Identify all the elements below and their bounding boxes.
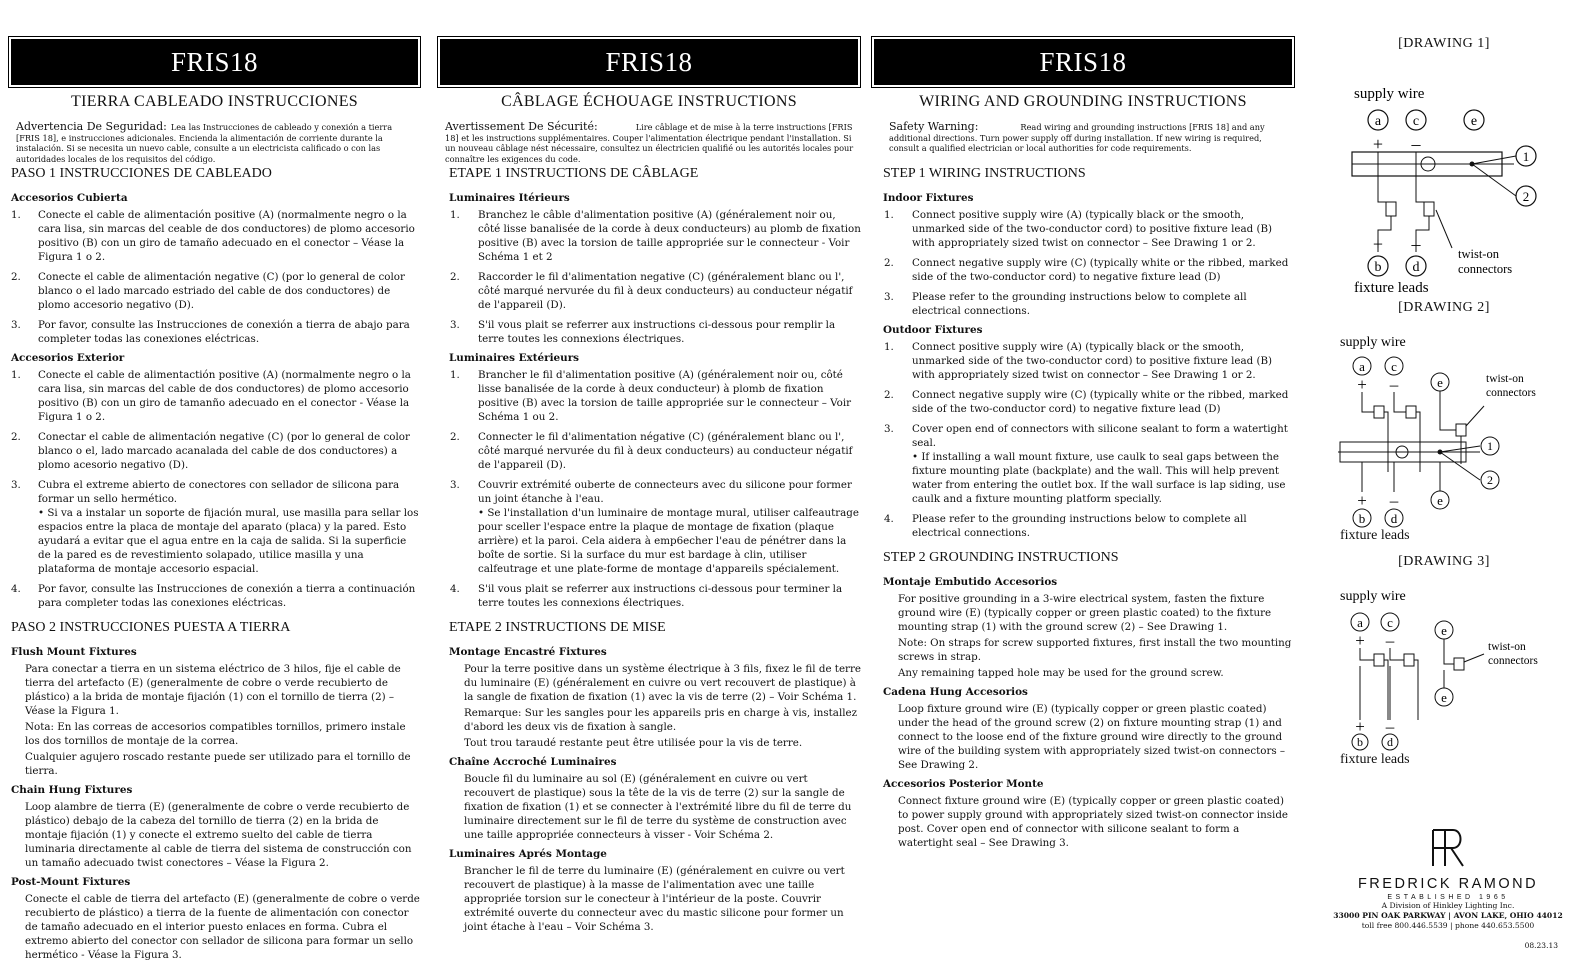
d1-twist-label-1: twist-on <box>1458 247 1499 261</box>
outdoor-step-item <box>437 582 861 610</box>
d1-label-d: d <box>1412 260 1420 275</box>
item-text: Brancher le fil d'alimentation positive (A) (généralement noir ou, côté lisse banalisée de la corde à deux conducteur) à plomb de fixation positive (B) avec la torsion de taille appropriée sur le connecteur – Voir Schéma 1 ou 2. <box>478 369 852 423</box>
safety-warning-text: Read wiring and grounding instructions [FRIS 18] and any additional directions. Turn power supply off during installation. If new wiring is required, consult a qualified electrician or local authorities for code requirements. <box>889 122 1265 154</box>
indoor-step-item <box>871 256 1295 284</box>
ground-paragraph: Tout trou taraudé restante peut être utilisée pour la vis de terre. <box>464 737 803 749</box>
outdoor-heading: Outdoor Fixtures <box>883 324 983 336</box>
ground-heading: Cadena Hung Accesorios <box>883 686 1028 698</box>
outdoor-step-item <box>871 512 1295 540</box>
item-number: 1. <box>450 369 460 381</box>
product-title-bar <box>437 36 861 88</box>
d1-leads-label: fixture leads <box>1354 280 1429 296</box>
safety-warning <box>8 120 421 164</box>
d2-label-e-bottom: e <box>1437 493 1443 508</box>
safety-warning-label: Avertissement De Sécurité: <box>445 120 598 133</box>
ground-paragraph: Nota: En las correas de accesorios compatibles tornillos, primero instale los dos tornillos de montaje de la correa. <box>25 721 406 747</box>
indoor-heading: Accesorios Cubierta <box>11 192 128 204</box>
ground-paragraph: Loop fixture ground wire (E) (typically copper or green plastic coated) under the head of the ground screw (2) on fixture mounting strap (1) and connect to the loose end of the fixture ground wire directly to the ground wire of the building system with appropriately sized twist-on connectors – See Drawing 2. <box>898 703 1286 771</box>
d3-label-c: c <box>1387 615 1393 630</box>
item-text: Conectar el cable de alimentación negative (C) (por lo general de color blanco o el, lado marcado acanalada del cable de dos conductores) a plomo acesorio negativo (D). <box>38 431 410 471</box>
d2-label-e: e <box>1437 375 1443 390</box>
product-title: FRIS18 <box>11 39 418 85</box>
item-text: S'il vous plait se referrer aux instructions ci-dessous pour terminer la terre toutes les connexions électriques. <box>478 583 843 609</box>
ground-heading: Chaîne Accroché Luminaires <box>449 756 617 768</box>
product-title: FRIS18 <box>440 39 858 85</box>
d2-label-a: a <box>1359 359 1365 374</box>
d2-minus: – <box>1389 375 1399 394</box>
outdoor-heading: Accesorios Exterior <box>11 352 125 364</box>
d3-label-b: b <box>1357 735 1363 749</box>
d2-label-c: c <box>1391 359 1397 374</box>
d3-twist-label-2: connectors <box>1488 655 1538 667</box>
d1-label-c: c <box>1412 114 1420 129</box>
ground-paragraph: Cualquier agujero roscado restante puede ser utilizado para el tornillo de tierra. <box>25 751 411 777</box>
outdoor-step-item <box>8 478 421 576</box>
d1-twist-label-2: connectors <box>1458 262 1513 276</box>
english-column <box>871 36 1295 852</box>
outdoor-step-item <box>871 388 1295 416</box>
d3-label-d: d <box>1387 735 1393 749</box>
drawing-3-title: [DRAWING 3] <box>1398 554 1490 569</box>
item-text: Por favor, consulte las Instrucciones de conexión a tierra a continuación para completer todas las conexiones eléctricas. <box>38 583 416 609</box>
product-title-bar <box>8 36 421 88</box>
item-number: 2. <box>450 271 460 283</box>
outdoor-step-item <box>8 368 421 424</box>
brand-address: 33000 PIN OAK PARKWAY | AVON LAKE, OHIO 44012 <box>1333 911 1563 920</box>
d2-label-d: d <box>1390 511 1398 526</box>
d1-label-a: a <box>1374 114 1382 129</box>
item-number: 2. <box>884 389 894 401</box>
item-number: 3. <box>450 479 460 491</box>
indoor-step-item <box>8 208 421 264</box>
item-text: Connect positive supply wire (A) (typically black or the smooth, unmarked side of the two-conductor cord) to positive fixture lead (B) with appropriately sized twist on connector – See Drawing 1 or 2. <box>912 209 1273 249</box>
brand-logo-icon <box>1423 828 1473 868</box>
d1-plus-b: + <box>1372 234 1384 254</box>
item-number: 1. <box>884 209 894 221</box>
section-subtitle: WIRING AND GROUNDING INSTRUCTIONS <box>919 93 1247 110</box>
item-text: Conecte el cable de alimentación negative (C) (por lo general de color blanco o el lado marcado estriado del cable de dos conductores) de plomo accesorio negativo (D). <box>38 271 405 311</box>
d1-label-1: 1 <box>1522 149 1530 164</box>
outdoor-step-item <box>871 422 1295 506</box>
d2-label-b: b <box>1358 511 1366 526</box>
safety-warning-label: Advertencia De Seguridad: <box>16 120 167 133</box>
item-subnote: • If installing a wall mount fixture, use caulk to seal gaps between the fixture mounting plate (backplate) and the wall. This will help prevent water from entering the outlet box. If the wall surface is lap siding, use caulk and a fixture mounting platform specially. <box>912 451 1286 505</box>
ground-paragraph: Note: On straps for screw supported fixtures, first install the two mounting screws in strap. <box>898 637 1292 663</box>
item-number: 1. <box>450 209 460 221</box>
item-number: 3. <box>450 319 460 331</box>
item-number: 4. <box>11 583 21 595</box>
ground-paragraph: Boucle fil du luminaire au sol (E) (généralement en cuivre ou vert recouvert de plastique) sous la tête de la vis de terre (2) sur la sangle de fixation de fixation (1) et se connecter à l'extrémité libre du fil de terre du luminaire directement sur le fil de terre du système de construction avec une taille appropriée connecteurs à visser - Voir Schéma 2. <box>464 773 852 841</box>
d1-label-e: e <box>1470 114 1478 129</box>
indoor-step-item <box>8 270 421 312</box>
step-1-heading: PASO 1 INSTRUCCIONES DE CABLEADO <box>11 166 272 181</box>
item-number: 3. <box>11 319 21 331</box>
ground-paragraph: For positive grounding in a 3-wire electrical system, fasten the fixture ground wire (E) (typically copper or green plastic coated) to the fixture mounting strap (1) with the ground screw (2) – See Drawing 1. <box>898 593 1272 633</box>
indoor-heading: Luminaires Itérieurs <box>449 192 570 204</box>
d3-supply-label: supply wire <box>1340 589 1406 604</box>
item-text: Please refer to the grounding instructions below to complete all electrical connections. <box>912 291 1247 317</box>
product-title-bar <box>871 36 1295 88</box>
outdoor-step-item <box>871 340 1295 382</box>
section-subtitle: TIERRA CABLEADO INSTRUCCIONES <box>71 93 358 110</box>
item-text: Connecter le fil d'alimentation négative (C) (généralement blanc ou l', côté marqué nervurée du fil à deux conducteurs) au conducteur négatif de l'appareil (D). <box>478 431 853 471</box>
ground-paragraph: Loop alambre de tierra (E) (generalmente de cobre o verde recubierto de plástico) debajo de la cabeza del tornillo de tierra (2) en la brida de montaje fijación (1) y conecte el extremo suelto del cable de tierra luminaria directamente al cable de tierra del sistema de construcción con un tamaño adecuado twist conectores – Véase la Figura 2. <box>25 801 412 869</box>
item-number: 4. <box>450 583 460 595</box>
d1-minus: – <box>1411 134 1421 154</box>
brand-division: A Division of Hinkley Lighting Inc. <box>1381 901 1515 910</box>
ground-paragraph: Brancher le fil de terre du luminaire (E) (généralement en cuivre ou vert recouvert de plastique) à la masse de l'alimentation avec une taille appropriée torsion sur le conecteur à l'intérieur de la poste. Couvrir extrémité ouverte du connecteur avec du mastic silicone pour former un joint étache à l'eau – Voir Schéma 3. <box>464 865 845 933</box>
safety-warning-label: Safety Warning: <box>889 120 979 133</box>
item-text: Conecte el cable de alimentación positive (A) (normalmente negro o la cara lisa, sin marcas del ceable de dos conductores) de plomo accesorio positivo (B) con un giro de tamaño adecuado en el conector – Véase la Figura 1 o 2. <box>38 209 415 263</box>
d3-label-e: e <box>1441 623 1447 638</box>
indoor-step-item <box>437 270 861 312</box>
d1-label-2: 2 <box>1522 189 1530 204</box>
item-number: 4. <box>884 513 894 525</box>
revision-date: 08.23.13 <box>1524 941 1558 950</box>
d3-minus: – <box>1385 631 1395 650</box>
item-text: Connect negative supply wire (C) (typically white or the ribbed, marked side of the two-conductor cord) to negative fixture lead (D) <box>912 389 1289 415</box>
ground-heading: Accesorios Posterior Monte <box>883 778 1044 790</box>
french-column <box>437 36 861 936</box>
safety-warning <box>437 120 861 164</box>
drawing-1-title: [DRAWING 1] <box>1398 36 1490 51</box>
item-number: 2. <box>11 271 21 283</box>
d3-twist-label-1: twist-on <box>1488 641 1526 653</box>
d2-plus: + <box>1357 375 1367 394</box>
ground-paragraph: Any remaining tapped hole may be used for the ground screw. <box>898 667 1224 679</box>
item-subnote: • Se l'installation d'un luminaire de montage mural, utiliser calfeautrage pour sceller l'espace entre la plaque de montage de fixation (plaque arrière) et la paroi. Cela aidera à emp6echer l'eau de pénétrer dans la boîte de sortie. Si la surface du mur est bardage à clin, utiliser calfeutrage et une plate-forme de montage d'appareils spécialement. <box>478 507 859 575</box>
outdoor-step-item <box>437 430 861 472</box>
brand-established: ESTABLISHED 1965 <box>1387 894 1509 901</box>
ground-heading: Chain Hung Fixtures <box>11 784 133 796</box>
d2-label-1: 1 <box>1487 439 1493 453</box>
safety-warning <box>871 122 1295 158</box>
d3-label-e-bottom: e <box>1441 690 1447 705</box>
item-number: 1. <box>884 341 894 353</box>
ground-heading: Luminaires Aprés Montage <box>449 848 607 860</box>
ground-paragraph: Conecte el cable de tierra del artefacto (E) (generalmente de cobre o verde recubierto de plástico) a tierra de la fuente de alimentación con conector de tamaño adecuado en el interior puesto enlaces en forma. Cubra el extremo abierto del conector con sellador de silicona para formar un sello hermético - Véase la Figura 3. <box>25 893 420 961</box>
d1-supply-label: supply wire <box>1354 86 1425 102</box>
item-subnote: • Si va a instalar un soporte de fijación mural, use masilla para sellar los espacios entre la placa de montaje del aparato (placa) y la pared. Esto ayudará a evitar que el agua entre en la caja de salida. Si la superficie de la pared es de revestimiento solapado, utilice masilla y una plataforma de montaje accesorio espacial. <box>38 507 419 575</box>
item-text: Connect negative supply wire (C) (typically white or the ribbed, marked side of the two-conductor cord) to negative fixture lead (D) <box>912 257 1289 283</box>
ground-heading: Flush Mount Fixtures <box>11 646 137 658</box>
drawings-panel <box>1330 36 1558 770</box>
outdoor-step-item <box>8 430 421 472</box>
ground-heading: Montaje Embutido Accesorios <box>883 576 1058 588</box>
item-number: 3. <box>884 291 894 303</box>
drawing-2-title: [DRAWING 2] <box>1398 300 1490 315</box>
item-number: 1. <box>11 369 21 381</box>
outdoor-heading: Luminaires Extérieurs <box>449 352 580 364</box>
d1-minus-d: – <box>1411 234 1421 254</box>
d2-leads-label: fixture leads <box>1340 528 1410 543</box>
indoor-heading: Indoor Fixtures <box>883 192 974 204</box>
d3-label-a: a <box>1357 615 1363 630</box>
indoor-step-item <box>437 208 861 264</box>
item-number: 3. <box>884 423 894 435</box>
item-text: Cubra el extreme abierto de conectores con sellador de silicona para formar un sello hermético. <box>38 479 400 505</box>
d1-label-b: b <box>1374 260 1382 275</box>
ground-paragraph: Pour la terre positive dans un système électrique à 3 fils, fixez le fil de terre du luminaire (E) (généralement en cuivre ou vert recouvert de plastique) à la sangle de fixation de fixation (1) avec la vis de terre (2) – Voir Schéma 1. <box>464 663 861 703</box>
safety-warning-text: Lea las Instrucciones de cableado y conexión a tierra [FRIS 18], e instrucciones adicionales. Encienda la alimentación de corriente durante la instalación. Si se necesita un nuevo cable, consulte a un electricista calificado o con las autoridades locales de los requisitos del código. <box>16 122 393 164</box>
item-text: Please refer to the grounding instructions below to complete all electrical connections. <box>912 513 1247 539</box>
brand-block <box>1330 828 1566 931</box>
step-1-heading: ETAPE 1 INSTRUCTIONS DE CÂBLAGE <box>449 166 699 181</box>
d3-plus-b: + <box>1355 717 1365 736</box>
d2-supply-label: supply wire <box>1340 335 1406 350</box>
product-title: FRIS18 <box>874 39 1292 85</box>
drawing-1 <box>1330 52 1558 268</box>
item-text: S'il vous plait se referrer aux instructions ci-dessous pour remplir la terre toutes les connexions électriques. <box>478 319 836 345</box>
item-number: 3. <box>11 479 21 491</box>
indoor-step-item <box>8 318 421 346</box>
step-2-heading: STEP 2 GROUNDING INSTRUCTIONS <box>883 550 1119 565</box>
brand-phone: toll free 800.446.5539 | phone 440.653.5500 <box>1361 921 1535 930</box>
d3-plus: + <box>1355 631 1365 650</box>
section-subtitle: CÂBLAGE ÉCHOUAGE INSTRUCTIONS <box>501 93 797 110</box>
brand-name: FREDRICK RAMOND <box>1357 876 1539 892</box>
indoor-step-item <box>871 208 1295 250</box>
item-number: 2. <box>450 431 460 443</box>
item-text: Branchez le câble d'alimentation positive (A) (généralement noir ou, côté lisse banalisée de la corde à deux conducteurs) au plomb de fixation positive (B) avec la torsion de taille appropriée sur le connecteur - Voir Schéma 1 et 2 <box>478 209 861 263</box>
item-text: Cover open end of connectors with silicone sealant to form a watertight seal. <box>912 423 1288 449</box>
item-number: 2. <box>884 257 894 269</box>
drawing-2 <box>1330 316 1558 530</box>
d2-label-2: 2 <box>1487 473 1493 487</box>
indoor-step-item <box>437 318 861 346</box>
d3-leads-label: fixture leads <box>1340 752 1410 767</box>
ground-paragraph: Remarque: Sur les sangles pour les appareils pris en charge à vis, installez d'abord les deux vis de fixation à sangle. <box>464 707 858 733</box>
d2-twist-label-2: connectors <box>1486 387 1536 399</box>
ground-heading: Montage Encastré Fixtures <box>449 646 607 658</box>
item-number: 1. <box>11 209 21 221</box>
drawing-1-lower <box>1330 247 1558 296</box>
outdoor-step-item <box>8 582 421 610</box>
d2-plus-b: + <box>1357 491 1367 510</box>
outdoor-step-item <box>437 478 861 576</box>
d2-minus-d: – <box>1389 491 1399 510</box>
ground-paragraph: Para conectar a tierra en un sistema eléctrico de 3 hilos, fije el cable de tierra del artefacto (E) (generalmente de cobre o verde recubierto de plástico) a la brida de montaje fijación (1) con el tornillo de tierra (2) – Véase la Figura 1. <box>25 663 401 717</box>
d2-twist-label-1: twist-on <box>1486 373 1524 385</box>
step-2-heading: ETAPE 2 INSTRUCTIONS DE MISE <box>449 620 666 635</box>
ground-paragraph: Connect fixture ground wire (E) (typically copper or green plastic coated) to power supply ground with appropriately sized twist-on connector inside post. Cover open end of connector with silicone sealant to form a watertight seal – See Drawing 3. <box>898 795 1288 849</box>
item-text: Conecte el cable de alimentactión positive (A) (normalmente negro o la cara lisa, sin marcas del cable de dos conductores) de plomo accesorio positivo (B) con un giro de tamanño adecuado en el conector - Véase la Figura 1 o 2. <box>38 369 411 423</box>
d3-minus-d: – <box>1385 717 1395 736</box>
step-2-heading: PASO 2 INSTRUCCIONES PUESTA A TIERRA <box>11 620 291 635</box>
item-text: Couvrir extrémité ouberte de connecteurs avec du silicone pour former un joint étanche à l'eau. <box>478 479 852 505</box>
ground-heading: Post-Mount Fixtures <box>11 876 131 888</box>
item-text: Por favor, consulte las Instrucciones de conexión a tierra de abajo para completer todas las conexiones eléctricas. <box>38 319 410 345</box>
item-text: Raccorder le fil d'alimentation negative (C) (généralement blanc ou l', côté marqué nervurée du fil à deux conducteurs) au conducteur négatif de l'appareil (D). <box>478 271 853 311</box>
item-text: Connect positive supply wire (A) (typically black or the smooth, unmarked side of the two-conductor cord) to positive fixture lead (B) with appropriately sized twist on connector – See Drawing 1 or 2. <box>912 341 1273 381</box>
outdoor-step-item <box>437 368 861 424</box>
item-number: 2. <box>11 431 21 443</box>
safety-warning-text: Lire câblage et de mise à la terre instructions [FRIS 18] et les instructions supplémentaires. Couper l'alimentation électrique pendant l'installation. Si un nouveau câblage nést nécessaire, consultez un électricien qualifié ou les autorités locales pour connaître les exigences du code. <box>445 122 854 164</box>
drawing-3 <box>1330 570 1558 750</box>
indoor-step-item <box>871 290 1295 318</box>
step-1-heading: STEP 1 WIRING INSTRUCTIONS <box>883 166 1086 181</box>
d1-plus: + <box>1372 134 1384 154</box>
spanish-column <box>8 36 421 964</box>
